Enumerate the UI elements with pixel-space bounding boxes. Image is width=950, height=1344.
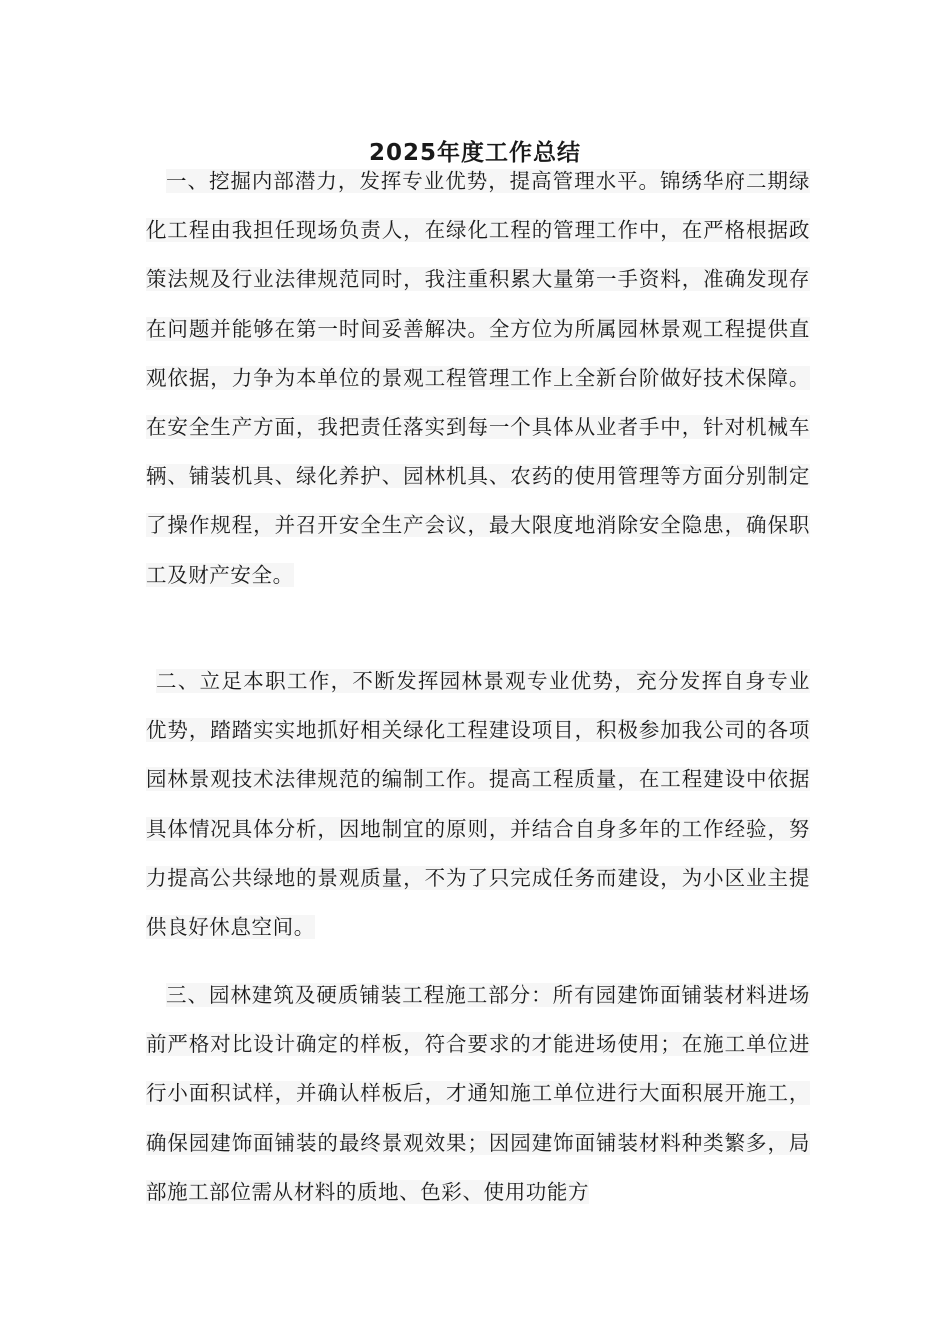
paragraph [146, 657, 810, 952]
paragraph-text: 二、立足本职工作，不断发挥园林景观专业优势，充分发挥自身专业优势，踏踏实实地抓好相关绿化工程建设项目，积极参加我公司的各项园林景观技术法律规范的编制工作。提高工程质量，在工程建设中依据具体情况具体分析，因地制宜的原则，并结合自身多年的工作经验，努力提高公共绿地的景观质量，不为了只完成任务而建设，为小区业主提供良好休息空间。 [146, 669, 810, 940]
paragraph-text: 三、园林建筑及硬质铺装工程施工部分：所有园建饰面铺装材料进场前严格对比设计确定的样板，符合要求的才能进场使用；在施工单位进行小面积试样，并确认样板后，才通知施工单位进行大面积展开施工，确保园建饰面铺装的最终景观效果；因园建饰面铺装材料种类繁多，局部施工部位需从材料的质地、色彩、使用功能方 [146, 983, 810, 1204]
page-title: 2025年度工作总结 [368, 140, 581, 166]
paragraph-text: 一、挖掘内部潜力，发挥专业优势，提高管理水平。锦绣华府二期绿化工程由我担任现场负责人，在绿化工程的管理工作中，在严格根据政策法规及行业法律规范同时，我注重积累大量第一手资料，准确发现存在问题并能够在第一时间妥善解决。全方位为所属园林景观工程提供直观依据，力争为本单位的景观工程管理工作上全新台阶做好技术保障。在安全生产方面，我把责任落实到每一个具体从业者手中，针对机械车辆、铺装机具、绿化养护、园林机具、农药的使用管理等方面分别制定了操作规程，并召开安全生产会议，最大限度地消除安全隐患，确保职工及财产安全。 [146, 169, 810, 587]
paragraph [146, 157, 810, 600]
paragraph [146, 971, 810, 1217]
